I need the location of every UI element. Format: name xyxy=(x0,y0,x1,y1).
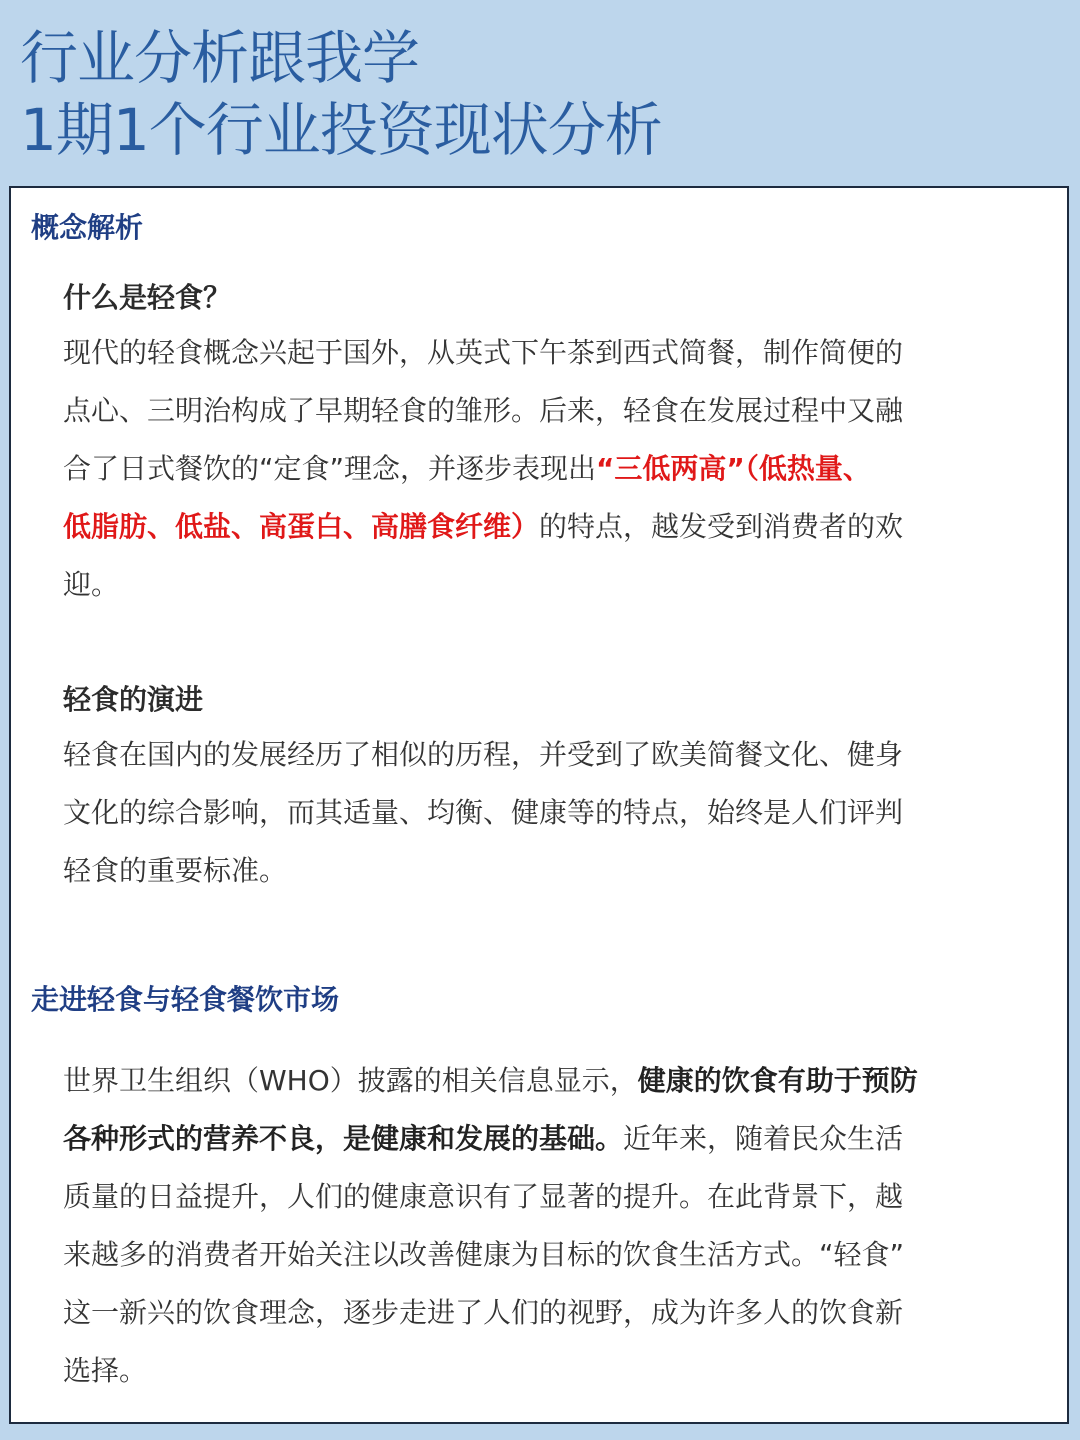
text-line: 文化的综合影响，而其适量、均衡、健康等的特点，始终是人们评判 xyxy=(63,796,904,829)
highlight-text: 低脂肪、低盐、高蛋白、高膳食纤维） xyxy=(63,510,540,543)
text-line: 选择。 xyxy=(63,1354,148,1387)
paragraph-what-is-light-food xyxy=(63,324,1048,614)
subtitle-what-is-light-food: 什么是轻食？ xyxy=(63,281,232,314)
text-line: 轻食的重要标准。 xyxy=(63,854,288,887)
text-line: 轻食在国内的发展经历了相似的历程，并受到了欧美简餐文化、健身 xyxy=(63,738,904,771)
page-header xyxy=(20,22,1060,166)
text-line xyxy=(63,440,1048,498)
text-segment: 的特点，越发受到消费者的欢 xyxy=(539,510,904,543)
paragraph-evolution xyxy=(63,726,1048,900)
highlight-text: “三低两高”（低热量、 xyxy=(596,452,871,485)
text-line: 来越多的消费者开始关注以改善健康为目标的饮食生活方式。“轻食” xyxy=(63,1238,905,1271)
text-segment: 世界卫生组织（WHO）披露的相关信息显示， xyxy=(63,1064,638,1097)
section-title-market: 走进轻食与轻食餐饮市场 xyxy=(31,983,340,1016)
text-line xyxy=(63,1052,1048,1110)
text-line: 质量的日益提升，人们的健康意识有了显著的提升。在此背景下，越 xyxy=(63,1180,904,1213)
text-line: 迎。 xyxy=(63,568,120,601)
section-title-concept: 概念解析 xyxy=(31,211,144,244)
text-segment: 合了日式餐饮的“定食”理念，并逐步表现出 xyxy=(63,452,597,485)
bold-text: 各种形式的营养不良，是健康和发展的基础。 xyxy=(63,1122,624,1155)
text-line xyxy=(63,498,1048,556)
text-line: 点心、三明治构成了早期轻食的雏形。后来，轻食在发展过程中又融 xyxy=(63,394,904,427)
paragraph-market xyxy=(63,1052,1048,1400)
subtitle-evolution: 轻食的演进 xyxy=(63,683,204,716)
text-line xyxy=(63,1110,1048,1168)
bold-text: 健康的饮食有助于预防 xyxy=(637,1064,918,1097)
text-segment: 近年来，随着民众生活 xyxy=(623,1122,904,1155)
content-card xyxy=(9,186,1069,1424)
text-line: 这一新兴的饮食理念，逐步走进了人们的视野，成为许多人的饮食新 xyxy=(63,1296,904,1329)
text-line: 现代的轻食概念兴起于国外，从英式下午茶到西式简餐，制作简便的 xyxy=(63,336,904,369)
header-title-line1: 行业分析跟我学 xyxy=(20,24,420,92)
header-title-line2: 1期1个行业投资现状分析 xyxy=(20,96,662,164)
